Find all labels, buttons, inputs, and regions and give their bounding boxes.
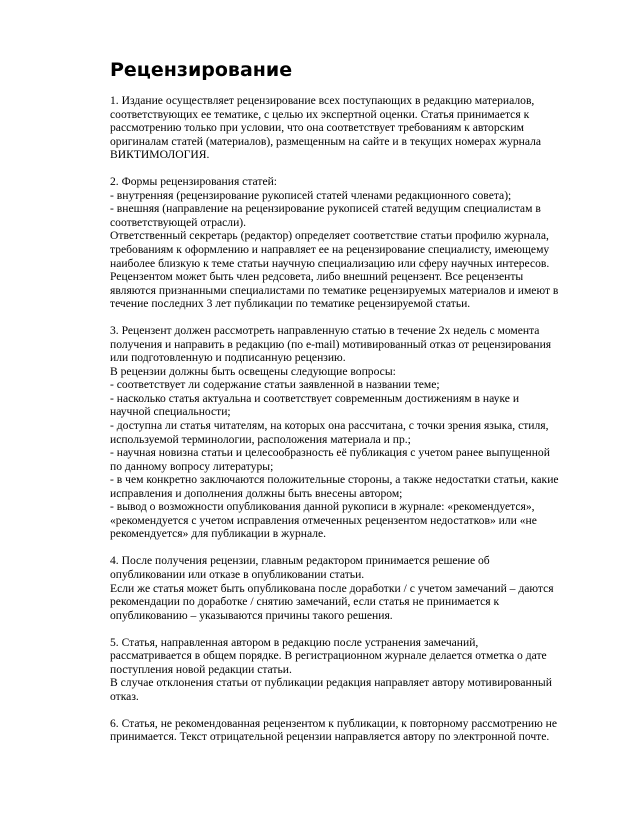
paragraph-resubmission	[110, 636, 580, 704]
paragraph-line: рекомендуется» для публикации в журнале.	[110, 527, 327, 541]
paragraph-line: опубликовании или отказе в опубликовании статьи.	[110, 568, 365, 581]
paragraph-line: 3. Рецензент должен рассмотреть направленную статью в течение 2х недель с момента	[110, 324, 540, 338]
paragraph-line: - соответствует ли содержание статьи заявленной в названии теме;	[110, 378, 440, 392]
paragraph-reviewer-duties	[110, 324, 580, 541]
paragraph-line: поступления новой редакции статьи.	[110, 662, 292, 676]
paragraph-line: или подготовленную и подписанную рецензию.	[110, 351, 346, 365]
paragraph-editor-decision	[110, 554, 580, 622]
paragraph-line: - вывод о возможности опубликования данной рукописи в журнале: «рекомендуется»,	[110, 500, 535, 514]
paragraph-line: - в чем конкретно заключаются положительные стороны, а также недостатки статьи, какие	[110, 473, 559, 487]
paragraph-line: получения и направить в редакцию (по e-mail) мотивированный отказ от рецензирования	[110, 337, 552, 351]
paragraph-line: оригиналам статей (материалов), размещенным на сайте и в текущих номерах журнала	[110, 134, 542, 148]
paragraph-line: - внешняя (направление на рецензирование рукописей статей ведущим специалистам в	[110, 202, 541, 216]
paragraph-line: рассматривается в общем порядке. В регистрационном журнале делается отметка о дате	[110, 649, 547, 663]
paragraph-review-scope	[110, 94, 580, 162]
paragraph-line: соответствующих ее тематике, с целью их экспертной оценки. Статья принимается к	[110, 107, 530, 121]
paragraph-line: принимается. Текст отрицательной рецензии направляется автору по электронной почте.	[110, 730, 550, 744]
paragraph-line: рекомендации по доработке / снятию замечаний, если статья не принимается к	[110, 595, 500, 609]
document-page	[110, 58, 580, 758]
paragraph-line: Ответственный секретарь (редактор) определяет соответствие статьи профилю журнала,	[110, 229, 549, 243]
paragraph-line: В случае отклонения статьи от публикации редакция направляет автору мотивированный	[110, 676, 552, 690]
paragraph-line: Рецензентом может быть член редсовета, либо внешний рецензент. Все рецензенты	[110, 270, 524, 284]
paragraph-line: 2. Формы рецензирования статей:	[110, 175, 278, 189]
paragraph-line: являются признанными специалистами по тематике рецензируемых материалов и имеют в	[110, 283, 559, 297]
document-body	[110, 94, 580, 744]
paragraph-line: «рекомендуется с учетом исправления отмеченных рецензентом недостатков» или «не	[110, 513, 537, 527]
paragraph-line: 1. Издание осуществляет рецензирование всех поступающих в редакцию материалов,	[110, 94, 535, 107]
paragraph-line: 4. После получения рецензии, главным редактором принимается решение об	[110, 554, 490, 568]
paragraph-line: научной специальности;	[110, 405, 231, 419]
paragraph-rejection	[110, 717, 580, 744]
paragraph-line: - насколько статья актуальна и соответствует современным достижениям в науке и	[110, 391, 520, 405]
paragraph-line: соответствующей отрасли).	[110, 215, 247, 229]
paragraph-line: рассмотрению только при условии, что она соответствует требованиям к авторским	[110, 121, 524, 135]
paragraph-review-forms	[110, 175, 580, 310]
page-title: Рецензирование	[110, 59, 293, 81]
paragraph-line: исправления и дополнения должны быть внесены автором;	[110, 486, 403, 500]
paragraph-line: отказ.	[110, 689, 139, 703]
paragraph-line: - научная новизна статьи и целесообразность её публикация с учетом ранее выпущенной	[110, 446, 550, 460]
paragraph-line: 5. Статья, направленная автором в редакцию после устранения замечаний,	[110, 635, 479, 649]
paragraph-line: ВИКТИМОЛОГИЯ.	[110, 148, 210, 162]
paragraph-line: требованиям к оформлению и направляет ее на рецензирование специалисту, имеющему	[110, 242, 550, 256]
paragraph-line: по данному вопросу литературы;	[110, 459, 274, 473]
paragraph-line: Если же статья может быть опубликована после доработки / с учетом замечаний – даются	[110, 581, 554, 595]
paragraph-line: - доступна ли статья читателям, на которых она рассчитана, с точки зрения языка, стиля,	[110, 419, 549, 433]
paragraph-line: 6. Статья, не рекомендованная рецензентом к публикации, к повторному рассмотрению не	[110, 716, 558, 730]
paragraph-line: - внутренняя (рецензирование рукописей статей членами редакционного совета);	[110, 188, 512, 202]
paragraph-line: опубликованию – указываются причины такого решения.	[110, 608, 393, 622]
paragraph-line: используемой терминологии, расположения материала и пр.;	[110, 432, 411, 446]
paragraph-line: течение последних 3 лет публикации по тематике рецензируемой статьи.	[110, 297, 471, 311]
paragraph-line: В рецензии должны быть освещены следующие вопросы:	[110, 364, 396, 378]
paragraph-line: наиболее близкую к теме статьи научную специализацию или сферу научных интересов.	[110, 256, 550, 270]
